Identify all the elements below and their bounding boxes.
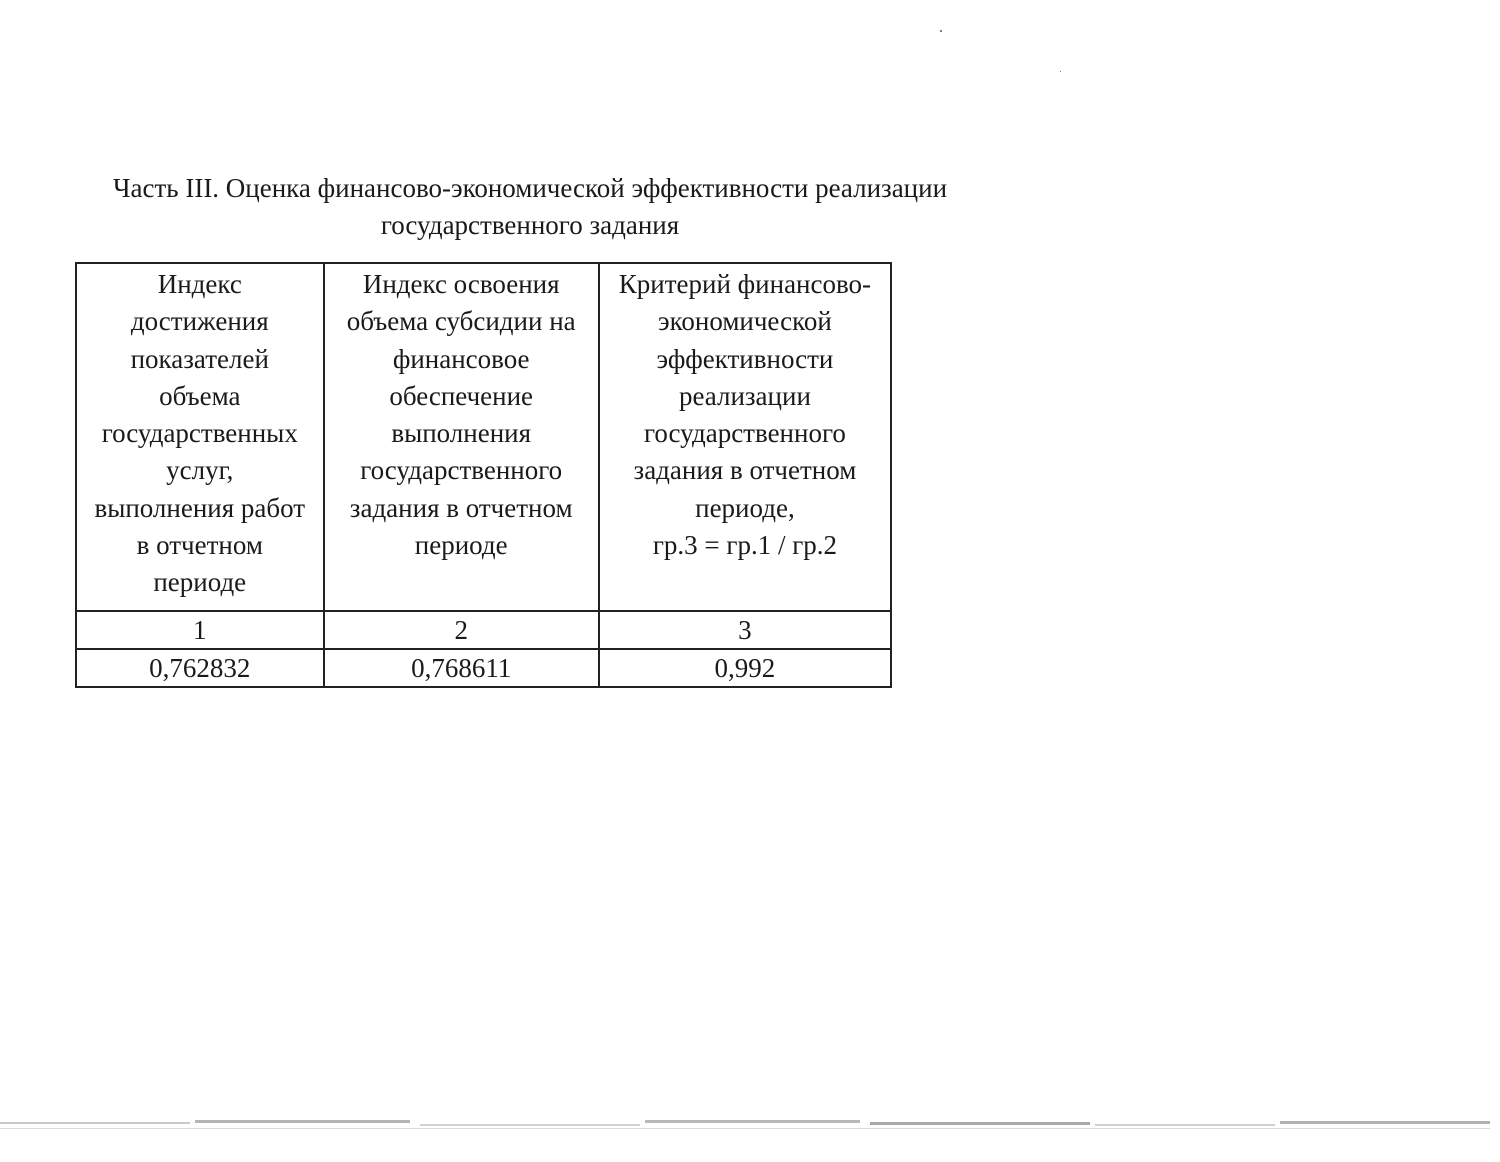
header-line: Индекс bbox=[157, 269, 242, 299]
scan-speck bbox=[940, 30, 942, 32]
scan-speck bbox=[1060, 71, 1061, 72]
scan-noise-band bbox=[0, 1108, 1500, 1138]
header-line: услуг, bbox=[166, 455, 234, 486]
header-line: показателей bbox=[130, 343, 269, 374]
title-line-2: государственного задания bbox=[380, 210, 680, 240]
column-number-1: 1 bbox=[76, 611, 324, 649]
values-row bbox=[76, 649, 891, 687]
header-line: государственного bbox=[360, 455, 563, 486]
header-line: задания в отчетном bbox=[349, 492, 573, 523]
header-line: Критерий финансово- bbox=[618, 269, 872, 299]
header-cell-volume-index bbox=[76, 263, 324, 611]
header-line: периоде bbox=[414, 530, 508, 561]
value-efficiency-criterion: 0,992 bbox=[599, 649, 891, 687]
header-line: эффективности bbox=[656, 343, 834, 374]
header-line: Индекс освоения bbox=[362, 269, 560, 299]
header-line: периоде, bbox=[695, 492, 795, 523]
header-cell-efficiency-criterion bbox=[599, 263, 891, 611]
header-line: экономической bbox=[658, 306, 832, 337]
header-line: выполнения bbox=[391, 418, 532, 449]
value-volume-index: 0,762832 bbox=[76, 649, 324, 687]
header-line: объема bbox=[159, 380, 241, 411]
efficiency-table bbox=[75, 262, 892, 688]
header-line: периоде bbox=[153, 567, 247, 598]
header-line: достижения bbox=[130, 306, 269, 337]
header-line: задания в отчетном bbox=[633, 455, 857, 486]
table-header-row bbox=[76, 263, 891, 611]
header-line: выполнения работ bbox=[94, 492, 306, 523]
value-subsidy-index: 0,768611 bbox=[324, 649, 599, 687]
document-title bbox=[30, 170, 1030, 244]
column-number-2: 2 bbox=[324, 611, 599, 649]
header-line: объема субсидии на bbox=[346, 306, 576, 337]
header-line: в отчетном bbox=[136, 530, 263, 561]
header-line: государственного bbox=[643, 418, 846, 449]
column-number-row bbox=[76, 611, 891, 649]
header-line: финансовое bbox=[392, 343, 530, 374]
header-line: обеспечение bbox=[389, 380, 534, 411]
header-line: реализации bbox=[678, 380, 811, 411]
header-line: государственных bbox=[101, 418, 298, 449]
title-line-1: Часть III. Оценка финансово-экономической эффективности реализации bbox=[112, 173, 948, 203]
column-number-3: 3 bbox=[599, 611, 891, 649]
header-line: гр.3 = гр.1 / гр.2 bbox=[652, 530, 838, 561]
header-cell-subsidy-index bbox=[324, 263, 599, 611]
